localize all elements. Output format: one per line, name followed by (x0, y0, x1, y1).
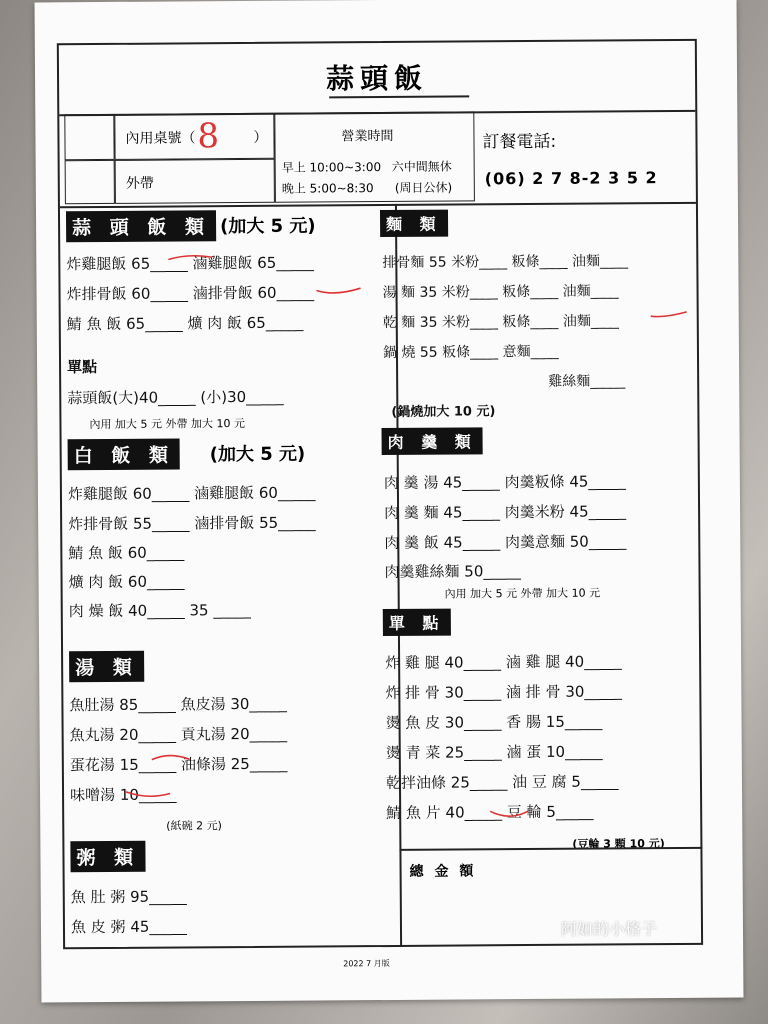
order-sheet (35, 0, 744, 1002)
menu-item[interactable]: 炸雞腿飯 65_____ 滷雞腿飯 65_____ (66, 253, 314, 274)
menu-item[interactable]: 鯖 魚 飯 65_____ 爌 肉 飯 65_____ (66, 313, 304, 334)
menu-item[interactable]: 雞絲麵_____ (548, 373, 626, 390)
menu-item[interactable]: 炸雞腿飯 60_____ 滷雞腿飯 60_____ (67, 483, 316, 504)
garlic-rice-addon: (加大 5 元) (220, 215, 316, 238)
menu-item[interactable]: 湯 麵 35 米粉____ 粄條____ 油麵____ (382, 283, 619, 302)
page-title: 蒜頭飯 (325, 61, 429, 96)
thick-soup-note: 內用 加大 5 元 外帶 加大 10 元 (444, 586, 601, 601)
white-rice-addon: (加大 5 元) (209, 443, 306, 466)
menu-item[interactable]: 魚肚湯 85_____ 魚皮湯 30_____ (69, 694, 287, 715)
hours-midday: 六中間無休 (391, 159, 452, 174)
menu-item[interactable]: 燙 魚 皮 30_____ 香 腸 15_____ (385, 712, 603, 733)
phone-number: (06) 2 7 8-2 3 5 2 (484, 168, 658, 189)
noodle-header: 麵 類 (380, 210, 448, 237)
menu-item[interactable]: 肉羹雞絲麵 50_____ (384, 562, 521, 582)
thick-soup-header: 肉 羹 類 (381, 427, 482, 455)
menu-item[interactable]: 蒜頭飯(大)40_____ (小)30_____ (67, 387, 284, 408)
takeout-label: 外帶 (125, 175, 154, 192)
side-dish-header: 單 點 (383, 609, 451, 636)
hours-title: 營業時間 (341, 128, 394, 145)
total-label: 總 金 額 (409, 863, 477, 880)
menu-item[interactable]: 肉 羹 湯 45_____ 肉羹粄條 45_____ (383, 472, 626, 493)
menu-item[interactable]: 肉 羹 飯 45_____ 肉羹意麵 50_____ (384, 532, 627, 553)
handwritten-table-number: 8 (197, 116, 220, 157)
menu-item[interactable]: 魚 皮 粥 45_____ (70, 917, 187, 937)
menu-item[interactable]: 炸排骨飯 55_____ 滷排骨飯 55_____ (68, 513, 316, 534)
menu-item[interactable]: 燙 青 菜 25_____ 滷 蛋 10_____ (385, 742, 603, 763)
soup-header: 湯 類 (69, 651, 144, 683)
menu-item[interactable]: 魚 肚 粥 95_____ (70, 887, 187, 907)
noodle-note: (鍋燒加大 10 元) (391, 404, 496, 420)
menu-item[interactable]: 鍋 燒 55 粄條____ 意麵____ (382, 343, 559, 362)
version-footer: 2022 7 月版 (343, 959, 390, 969)
garlic-rice-header: 蒜 頭 飯 類 (66, 210, 216, 242)
menu-item[interactable]: 蛋花湯 15_____ 油條湯 25_____ (69, 754, 288, 775)
menu-item[interactable]: 炸 雞 腿 40_____ 滷 雞 腿 40_____ (385, 652, 622, 673)
congee-header: 粥 類 (70, 841, 145, 873)
menu-item[interactable]: 肉 燥 飯 40_____ 35 _____ (68, 600, 251, 621)
single-order-note: 內用 加大 5 元 外帶 加大 10 元 (89, 417, 245, 432)
menu-item[interactable]: 肉 羹 麵 45_____ 肉羹米粉 45_____ (384, 502, 627, 523)
dine-in-label: 內用桌號（ (125, 130, 196, 147)
menu-item[interactable]: 魚丸湯 20_____ 貢丸湯 20_____ (69, 724, 288, 745)
menu-item[interactable]: 炸 排 骨 30_____ 滷 排 骨 30_____ (385, 682, 622, 703)
handwriting-marks (35, 0, 744, 1002)
single-order-title: 單點 (67, 358, 98, 377)
menu-item[interactable]: 鯖 魚 飯 60_____ (68, 543, 185, 563)
hours-evening: 晚上 5:00~8:30 (281, 181, 374, 196)
soup-note: (紙碗 2 元) (166, 819, 222, 833)
menu-item[interactable]: 乾 麵 35 米粉____ 粄條____ 油麵____ (382, 313, 619, 332)
watermark: 阿如的小格子 (560, 919, 658, 939)
hours-morning: 早上 10:00~3:00 (281, 160, 382, 175)
menu-item[interactable]: 乾拌油條 25_____ 油 豆 腐 5_____ (385, 772, 619, 793)
phone-label: 訂餐電話: (482, 131, 557, 153)
white-rice-header: 白 飯 類 (68, 438, 180, 470)
dine-in-close: ） (253, 129, 268, 146)
hours-closed: (周日公休) (394, 180, 453, 195)
menu-item[interactable]: 鯖 魚 片 40_____ 豆 輪 5_____ (386, 802, 594, 823)
menu-item[interactable]: 味噌湯 10_____ (69, 785, 177, 805)
menu-item[interactable]: 排骨麵 55 米粉____ 粄條____ 油麵____ (382, 253, 629, 272)
side-dish-note: (豆輪 3 顆 10 元) (572, 837, 665, 851)
menu-item[interactable]: 爌 肉 飯 60_____ (68, 572, 185, 592)
menu-item[interactable]: 炸排骨飯 60_____ 滷排骨飯 60_____ (66, 283, 315, 304)
